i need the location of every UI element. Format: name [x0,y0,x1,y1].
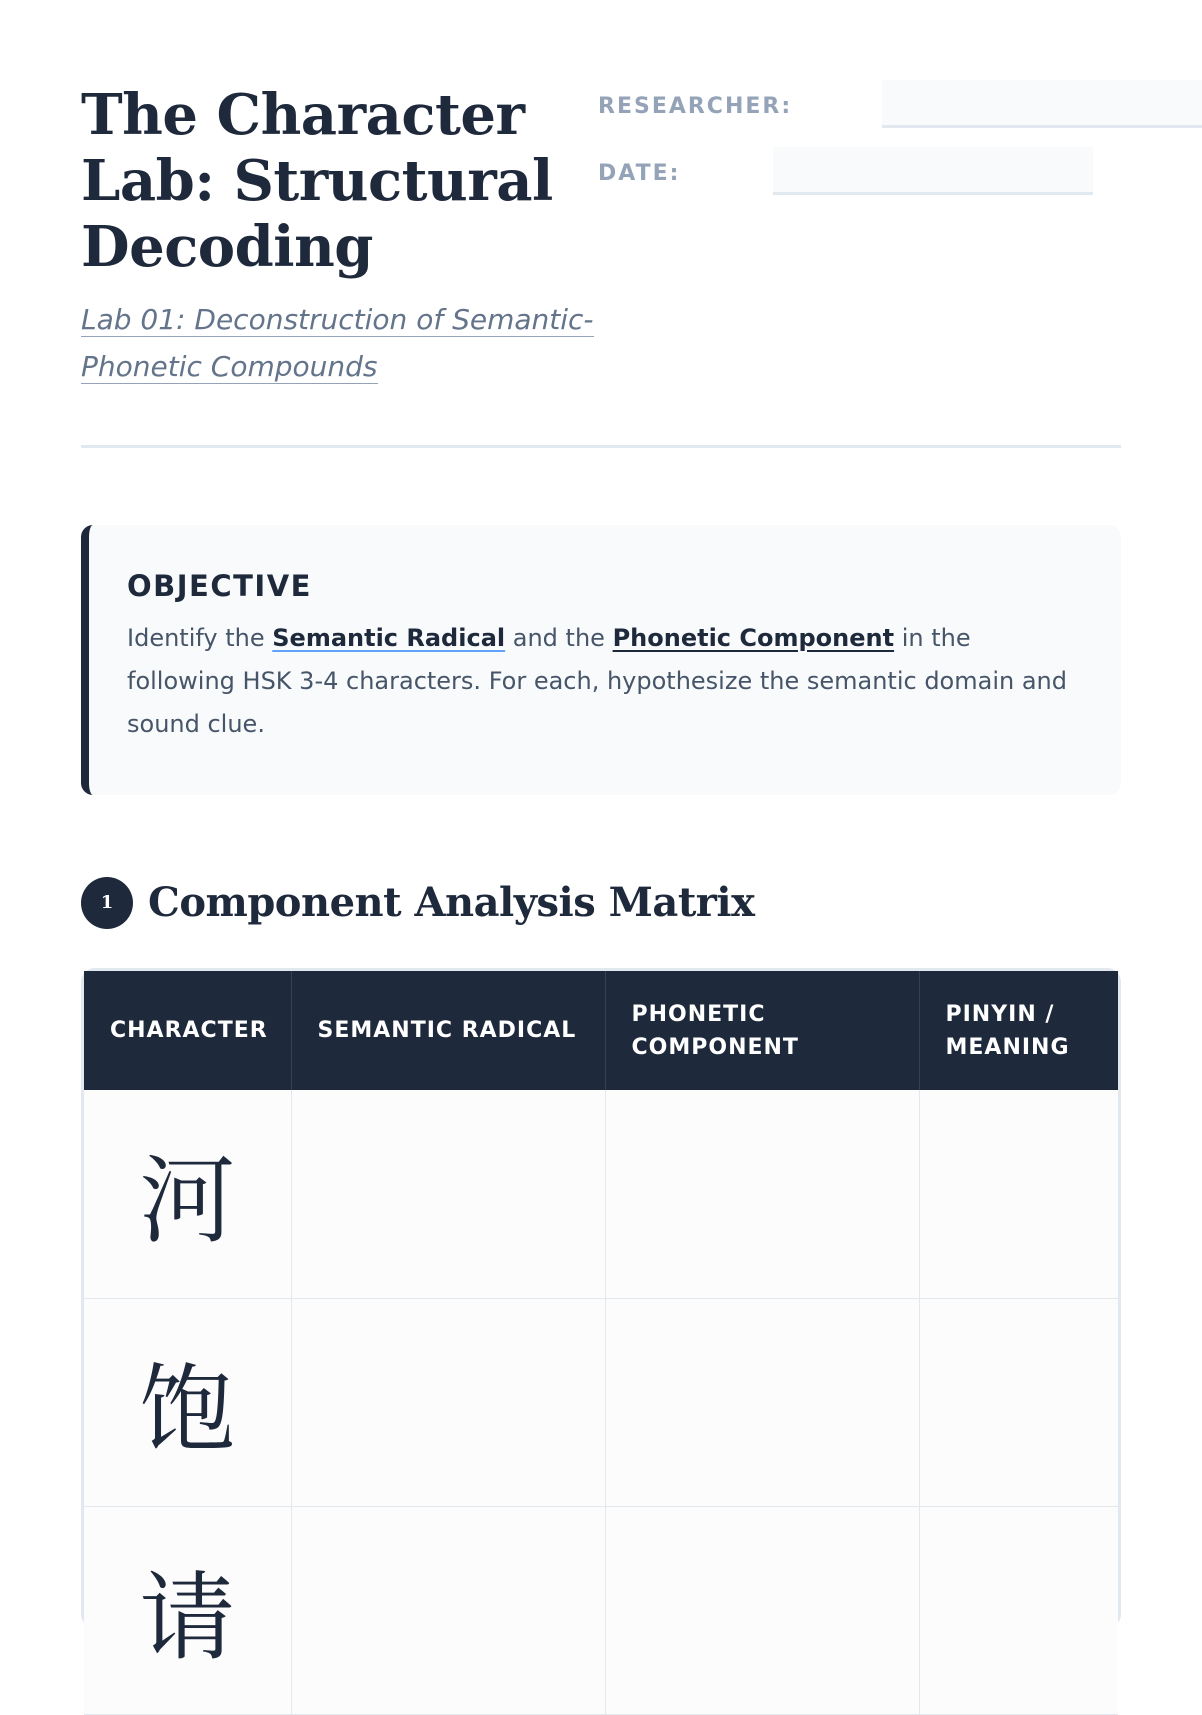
column-header-character: CHARACTER [84,971,291,1090]
table-row [84,1298,1118,1506]
table-row [84,1090,1118,1298]
pinyin-meaning-cell[interactable] [919,1298,1118,1506]
objective-text [127,617,1083,746]
date-input[interactable] [773,147,1093,195]
phonetic-component-term: Phonetic Component [612,624,895,652]
column-header-phonetic-component: PHONETIC COMPONENT [605,971,919,1090]
analysis-table [84,971,1118,1715]
objective-panel [81,525,1121,795]
character-cell: 河 [84,1090,291,1298]
page-subtitle [81,296,621,390]
semantic-radical-cell[interactable] [291,1506,605,1714]
phonetic-component-cell[interactable] [605,1506,919,1714]
pinyin-meaning-cell[interactable] [919,1506,1118,1714]
objective-text-part: and the [505,624,613,652]
researcher-label: RESEARCHER: [598,94,793,119]
objective-text-part: in the following HSK 3-4 characters. For each, hypothesize the semantic domain and sound clue. [127,624,1067,738]
worksheet-header [81,0,1121,448]
character-cell: 饱 [84,1298,291,1506]
step-number-badge: 1 [81,877,133,929]
researcher-input[interactable] [882,80,1202,128]
semantic-radical-term: Semantic Radical [272,624,506,652]
objective-heading: OBJECTIVE [127,569,312,603]
page-title: The Character Lab: Structural Decoding [81,82,553,280]
phonetic-component-cell[interactable] [605,1298,919,1506]
section-heading [81,875,1121,931]
objective-text-part: Identify the [127,624,273,652]
column-header-pinyin-meaning: PINYIN / MEANING [919,971,1118,1090]
date-label: DATE: [598,161,681,186]
table-header-row [84,971,1118,1090]
column-header-semantic-radical: SEMANTIC RADICAL [291,971,605,1090]
subtitle-text: Lab 01: Deconstruction of Semantic-Phonetic Compounds [81,303,594,383]
section-title: Component Analysis Matrix [148,879,755,926]
semantic-radical-cell[interactable] [291,1298,605,1506]
character-cell: 请 [84,1506,291,1714]
worksheet-page [81,0,1121,1674]
pinyin-meaning-cell[interactable] [919,1090,1118,1298]
analysis-matrix [81,968,1121,1674]
table-row [84,1506,1118,1714]
semantic-radical-cell[interactable] [291,1090,605,1298]
phonetic-component-cell[interactable] [605,1090,919,1298]
